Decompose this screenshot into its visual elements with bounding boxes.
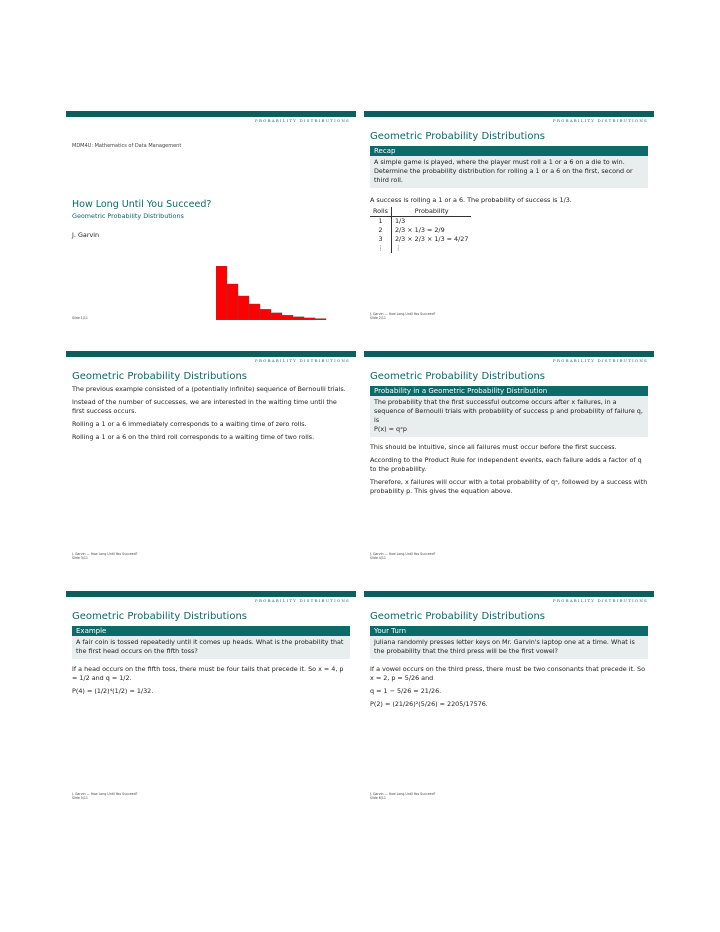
table-cell: 1 — [370, 217, 391, 227]
section-label: PROBABILITY DISTRIBUTIONS — [254, 358, 350, 363]
block-text: The probability that the first successful outcome occurs after x failures, in a sequence of Bernoulli trials with probability of success p and probability of failure q, is — [374, 398, 643, 424]
paragraph: Rolling a 1 or a 6 on the third roll corresponds to a waiting time of two rolls. — [72, 433, 315, 441]
slide-body — [370, 665, 648, 709]
slide-body — [72, 385, 350, 442]
table-cell: 1/3 — [394, 217, 406, 225]
section-label: PROBABILITY DISTRIBUTIONS — [552, 358, 648, 363]
histogram-bar — [315, 319, 326, 320]
recap-block — [370, 146, 648, 188]
histogram-bar — [304, 318, 315, 320]
histogram-bar — [260, 309, 271, 320]
slide-number: Slide 4/11 — [370, 556, 386, 560]
slide-3 — [66, 351, 356, 566]
table-row — [370, 235, 471, 244]
presentation-subtitle: Geometric Probability Distributions — [72, 212, 184, 220]
paragraph: The previous example consisted of a (potentially infinite) sequence of Bernoulli trials. — [72, 385, 346, 393]
slide-footer — [370, 552, 435, 560]
block-body: A fair coin is tossed repeatedly until it comes up heads. What is the probability that the first head occurs on the fifth toss? — [72, 636, 350, 659]
block-title: Example — [72, 626, 350, 636]
section-label: PROBABILITY DISTRIBUTIONS — [552, 598, 648, 603]
histogram-bar — [282, 315, 293, 320]
table-row — [370, 226, 471, 235]
table-cell: 2 — [370, 226, 391, 235]
paragraph: q = 1 − 5/26 = 21/26. — [370, 687, 442, 695]
slide-title: Geometric Probability Distributions — [370, 611, 545, 622]
slide-body — [72, 665, 350, 696]
table-cell: ⋮ — [370, 244, 391, 253]
block-body — [370, 396, 648, 437]
footer-author: J. Garvin — How Long Until You Succeed? — [72, 552, 138, 556]
slide-number: Slide 5/11 — [72, 796, 88, 800]
slide-2 — [364, 111, 654, 326]
example-block — [72, 626, 350, 659]
presentation-title: How Long Until You Succeed? — [72, 199, 212, 210]
slide-footer — [370, 312, 435, 320]
block-title: Recap — [370, 146, 648, 156]
footer-author: J. Garvin — How Long Until You Succeed? — [370, 312, 436, 316]
presentation-author: J. Garvin — [72, 231, 100, 239]
paragraph: P(2) = (21/26)²(5/26) = 2205/17576. — [370, 700, 488, 708]
histogram-bar — [271, 313, 282, 320]
definition-block — [370, 386, 648, 437]
block-formula: P(x) = qˣp — [374, 425, 407, 433]
footer-author: J. Garvin — How Long Until You Succeed? — [370, 552, 436, 556]
table-header: Rolls — [370, 207, 391, 217]
slide-body — [370, 443, 648, 496]
slide-number: Slide 2/11 — [370, 316, 386, 320]
table-cell: 2/3 × 2/3 × 1/3 = 4/27 — [394, 235, 469, 243]
paragraph: According to the Product Rule for independent events, each failure adds a factor of q to the probability. — [370, 456, 642, 473]
geometric-histogram — [216, 266, 346, 320]
table-cell: 3 — [370, 235, 391, 244]
slide-title: Geometric Probability Distributions — [72, 611, 247, 622]
slide-1 — [66, 111, 356, 326]
slide-number: Slide 1/11 — [72, 316, 88, 320]
footer-author: J. Garvin — How Long Until You Succeed? — [72, 792, 138, 796]
table-row — [370, 244, 471, 253]
section-label: PROBABILITY DISTRIBUTIONS — [552, 118, 648, 123]
histogram-bar — [293, 317, 304, 320]
slide-5 — [66, 591, 356, 806]
slide-footer — [370, 792, 435, 800]
section-label: PROBABILITY DISTRIBUTIONS — [254, 598, 350, 603]
footer-author: J. Garvin — How Long Until You Succeed? — [370, 792, 436, 796]
paragraph: Instead of the number of successes, we are interested in the waiting time until the first success occurs. — [72, 398, 337, 415]
your-turn-block — [370, 626, 648, 659]
block-title: Your Turn — [370, 626, 648, 636]
course-name: MDM4U: Mathematics of Data Management — [72, 143, 182, 149]
histogram-bar — [238, 296, 249, 320]
block-title: Probability in a Geometric Probability Distribution — [370, 386, 648, 396]
slide-title: Geometric Probability Distributions — [72, 371, 247, 382]
table-header: Probability — [391, 207, 471, 217]
histogram-bar — [249, 304, 260, 320]
section-label: PROBABILITY DISTRIBUTIONS — [254, 118, 350, 123]
paragraph: This should be intuitive, since all failures must occur before the first success. — [370, 443, 617, 451]
slide-title: Geometric Probability Distributions — [370, 131, 545, 142]
slide-footer — [72, 552, 137, 560]
paragraph: P(4) = (1/2)⁴(1/2) = 1/32. — [72, 687, 154, 695]
slide-number: Slide 3/11 — [72, 556, 88, 560]
slide-4 — [364, 351, 654, 566]
block-body: Juliana randomly presses letter keys on Mr. Garvin's laptop one at a time. What is the probability that the third press will be the first vowel? — [370, 636, 648, 659]
paragraph: If a vowel occurs on the third press, there must be two consonants that precede it. So x = 2, p = 5/26 and — [370, 665, 646, 682]
table-cell: ⋮ — [394, 244, 402, 252]
paragraph: If a head occurs on the fifth toss, there must be four tails that precede it. So x = 4, p = 1/2 and q = 1/2. — [72, 665, 344, 682]
slide-6 — [364, 591, 654, 806]
slide-title: Geometric Probability Distributions — [370, 371, 545, 382]
block-body: A simple game is played, where the player must roll a 1 or a 6 on a die to win. Determine the probability distribution for rolling a 1 or a 6 on the first, second or third roll. — [370, 156, 648, 188]
slide-number: Slide 6/11 — [370, 796, 386, 800]
paragraph: Rolling a 1 or a 6 immediately corresponds to a waiting time of zero rolls. — [72, 420, 307, 428]
table-row — [370, 217, 471, 227]
slide-footer — [72, 792, 137, 800]
histogram-bar — [216, 266, 227, 320]
probability-table — [370, 207, 471, 253]
histogram-bar — [227, 284, 238, 320]
table-cell: 2/3 × 1/3 = 2/9 — [394, 226, 445, 234]
paragraph: Therefore, x failures will occur with a total probability of qˣ, followed by a success with probability p. This gives the equation above. — [370, 478, 648, 495]
success-text: A success is rolling a 1 or a 6. The probability of success is 1/3. — [370, 196, 572, 204]
